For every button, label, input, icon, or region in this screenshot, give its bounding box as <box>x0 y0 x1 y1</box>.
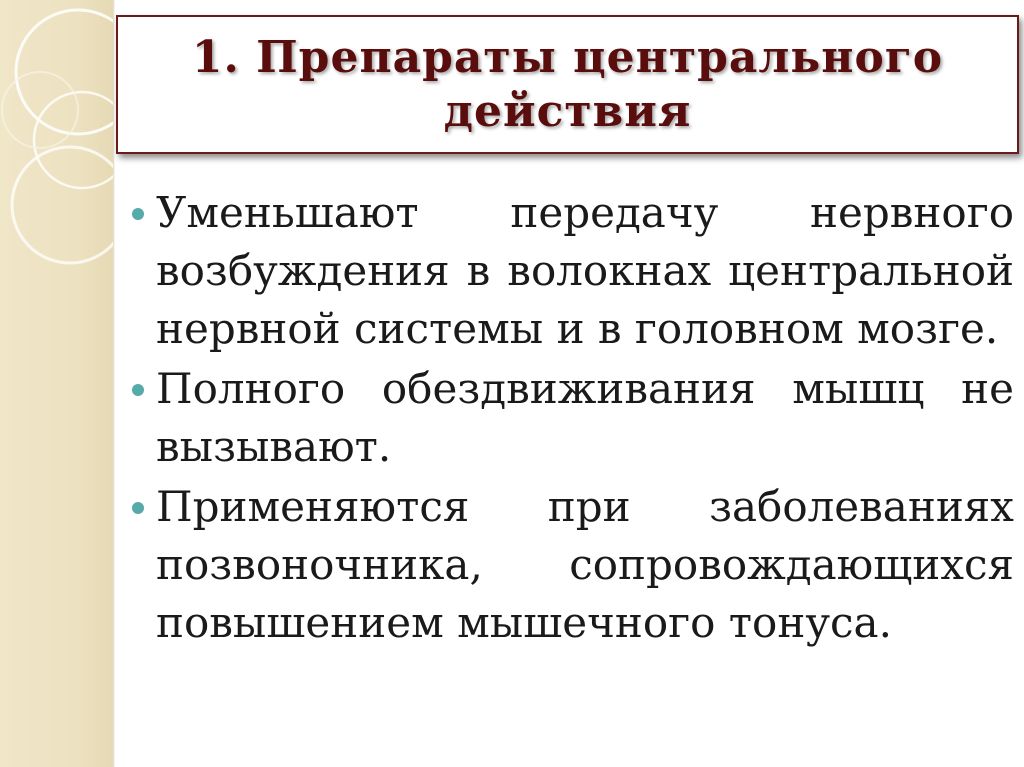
bullet-item <box>128 184 1014 358</box>
slide-title: 1. Препараты центрального действия <box>191 31 944 137</box>
sidebar-divider <box>113 0 115 767</box>
bullet-dot-icon <box>132 384 144 396</box>
bullet-item <box>128 478 1014 652</box>
bullet-text: Полного обездвиживания мышц не вызывают. <box>156 364 1014 471</box>
bullet-dot-icon <box>132 502 144 514</box>
bullet-list <box>128 184 1014 654</box>
bullet-text: Уменьшают передачу нервного возбуждения в волокнах центральной нервной системы и в головном мозге. <box>156 188 1014 353</box>
bullet-item <box>128 360 1014 476</box>
bullet-text: Применяются при заболеваниях позвоночника, сопровождающихся повышением мышечного тонуса. <box>156 482 1014 647</box>
slide-title-box <box>116 15 1019 154</box>
decorative-circles <box>0 0 113 767</box>
decorative-sidebar <box>0 0 113 767</box>
bullet-dot-icon <box>132 208 144 220</box>
